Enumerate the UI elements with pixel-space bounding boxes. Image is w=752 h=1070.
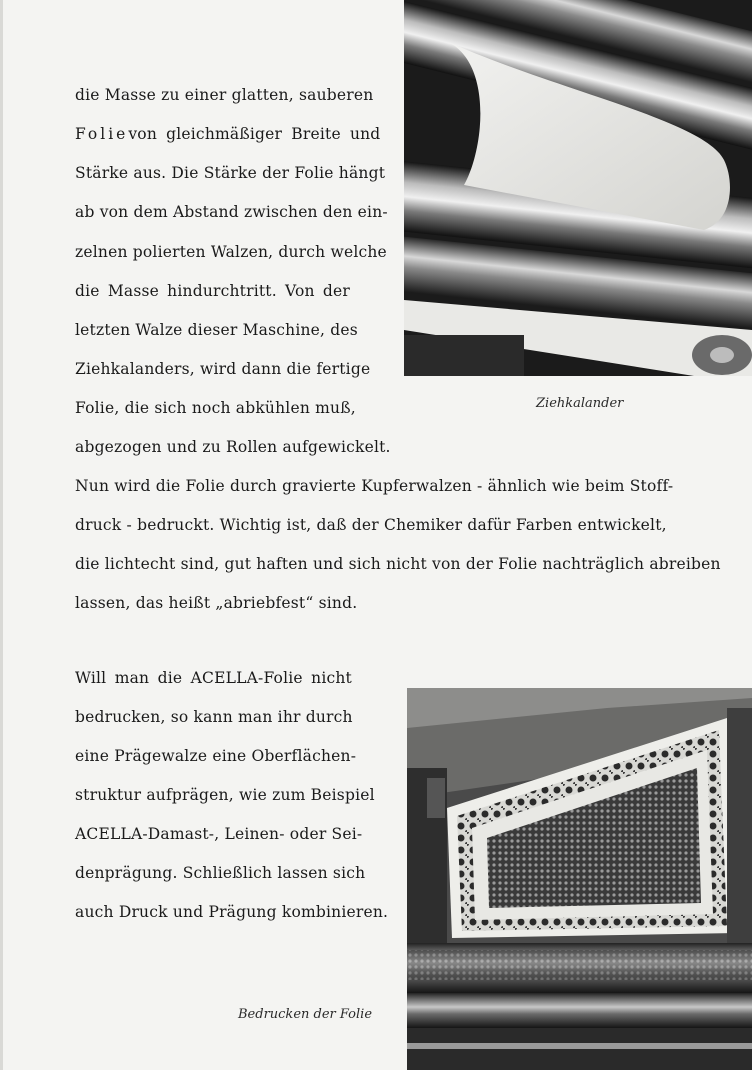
text-line: struktur aufprägen, wie zum Beispiel	[75, 786, 375, 804]
text-line: abgezogen und zu Rollen aufgewickelt.	[75, 438, 391, 456]
text-line: denprägung. Schließlich lassen sich	[75, 864, 366, 882]
caption-ziehkalander: Ziehkalander	[536, 396, 624, 411]
text-line: druck - bedruckt. Wichtig ist, daß der Chemiker dafür Farben entwickelt,	[75, 516, 667, 534]
emphasis-word: Folie	[75, 125, 129, 143]
text-line: ab von dem Abstand zwischen den ein-	[75, 203, 388, 221]
text-line: ACELLA-Damast-, Leinen- oder Sei-	[75, 825, 363, 843]
text-line: eine Prägewalze eine Oberflächen-	[75, 747, 357, 765]
printing-machine-photo	[407, 688, 752, 1070]
text-line: Nun wird die Folie durch gravierte Kupferwalzen - ähnlich wie beim Stoff-	[75, 477, 674, 495]
text-line: die Masse hindurchtritt. Von der	[75, 282, 350, 300]
page-edge	[0, 0, 3, 1070]
caption-bedrucken: Bedrucken der Folie	[238, 1007, 373, 1022]
text-line: Stärke aus. Die Stärke der Folie hängt	[75, 164, 386, 182]
text-line: zelnen polierten Walzen, durch welche	[75, 243, 387, 261]
text-line: die Masse zu einer glatten, sauberen	[75, 86, 374, 104]
text-line: Folie, die sich noch abkühlen muß,	[75, 399, 356, 417]
text-line	[75, 125, 381, 143]
text-line: Will man die ACELLA-Folie nicht	[75, 669, 352, 687]
text-line: auch Druck und Prägung kombinieren.	[75, 903, 389, 921]
text-line-rest: von gleichmäßiger Breite und	[128, 125, 381, 143]
text-line: letzten Walze dieser Maschine, des	[75, 321, 358, 339]
text-line: bedrucken, so kann man ihr durch	[75, 708, 353, 726]
text-line: Ziehkalanders, wird dann die fertige	[75, 360, 371, 378]
text-line: die lichtecht sind, gut haften und sich nicht von der Folie nachträglich abreiben	[75, 555, 721, 573]
text-line: lassen, das heißt „abriebfest“ sind.	[75, 594, 358, 612]
calender-rollers-photo	[404, 0, 752, 376]
